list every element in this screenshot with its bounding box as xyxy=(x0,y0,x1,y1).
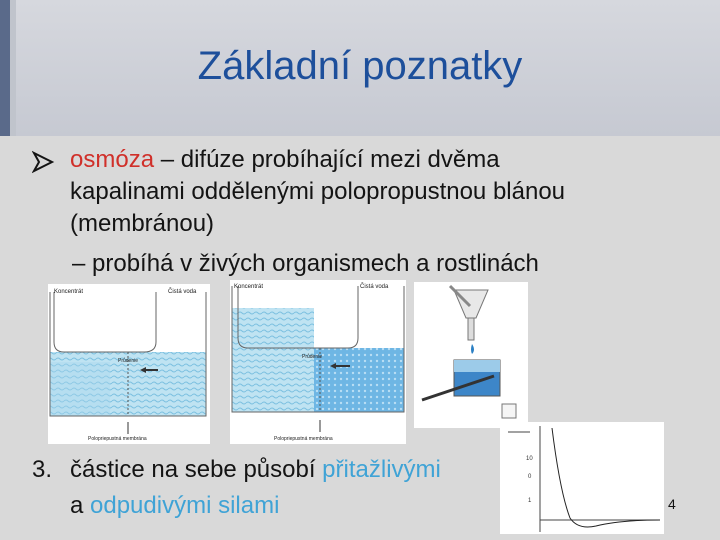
graph-tick-1: 1 xyxy=(528,498,532,504)
graph-tick-0: 0 xyxy=(528,474,532,480)
fig1-concentrate-label: Koncentrát xyxy=(54,289,84,295)
fig2-clean-water-label: Čistá voda xyxy=(360,284,389,290)
bullet-line-2: kapalinami oddělenými polopropustnou blánou xyxy=(70,178,566,205)
fig1-flow-label: Průdenie xyxy=(118,358,139,364)
osmosis-diagram-2 xyxy=(230,280,406,444)
filtration-apparatus-drawing xyxy=(414,282,528,428)
fig2-flow-label: Průdenie xyxy=(302,354,323,360)
repulsive-forces-term: odpudivými silami xyxy=(90,492,280,519)
page-number: 4 xyxy=(668,496,676,512)
potential-energy-graph-drawing xyxy=(500,422,664,534)
fig1-membrane-label: Polopriepustná membrána xyxy=(88,436,147,442)
graph-tick-10: 10 xyxy=(526,456,533,462)
arrow-bullet-icon xyxy=(32,150,56,174)
potential-energy-graph xyxy=(500,422,664,534)
osmosis-diagram-1-drawing xyxy=(48,284,210,444)
osmosis-term: osmóza xyxy=(70,146,155,173)
bullet-line-1 xyxy=(70,146,500,174)
attractive-forces-term: přitažlivými xyxy=(322,456,441,483)
fig1-clean-water-label: Čistá voda xyxy=(168,289,197,295)
osmosis-diagram-1 xyxy=(48,284,210,444)
item3-line-2 xyxy=(70,492,279,520)
item3-and: a xyxy=(70,492,91,519)
bullet-line-3: (membránou) xyxy=(70,210,215,237)
item3-line-1 xyxy=(70,456,441,484)
slide-title: Základní poznatky xyxy=(197,44,523,88)
bullet-text-1: – difúze probíhající mezi dvěma xyxy=(154,146,500,173)
list-number-3: 3. xyxy=(32,456,53,483)
bullet-line-4: – probíhá v živých organismech a rostlinách xyxy=(72,250,539,277)
fig2-membrane-label: Polopriepustná membrána xyxy=(274,436,333,442)
osmosis-diagram-2-drawing xyxy=(230,280,406,444)
item3-text: částice na sebe působí xyxy=(70,456,323,483)
fig2-concentrate-label: Koncentrát xyxy=(234,284,264,290)
filtration-apparatus-image xyxy=(414,282,528,428)
